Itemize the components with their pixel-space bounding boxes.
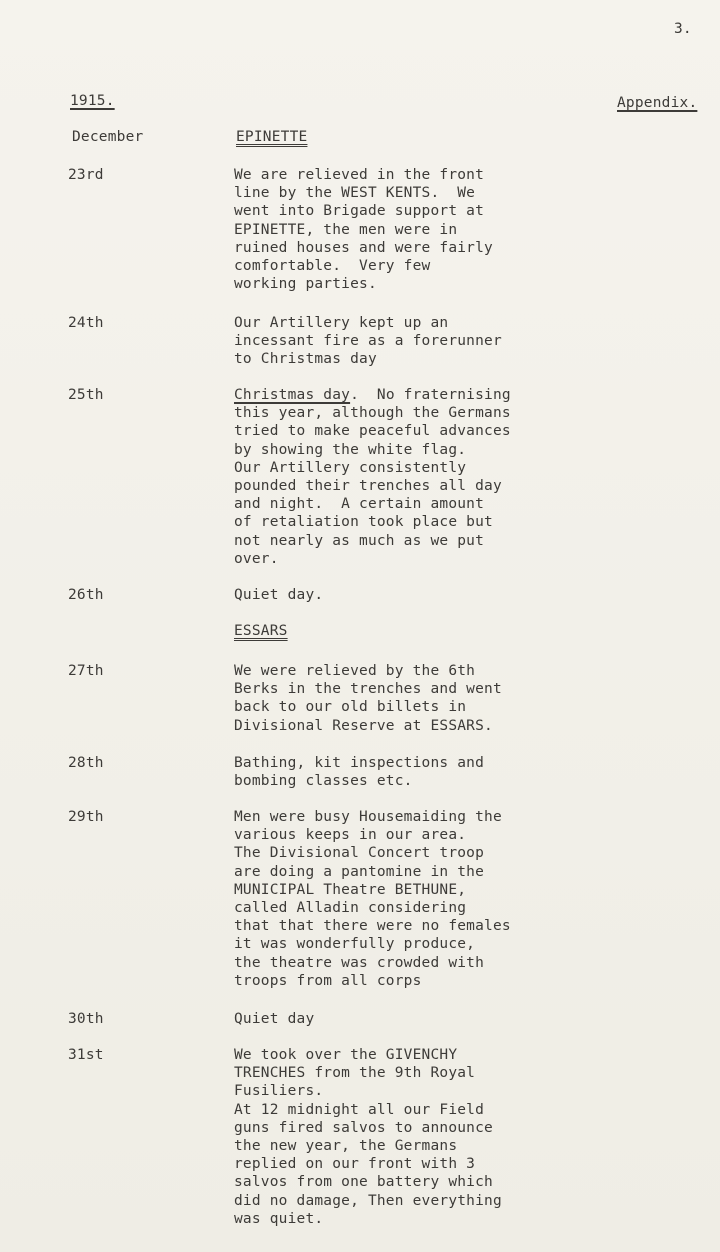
entry-date: 25th xyxy=(68,387,104,403)
location-essars: ESSARS xyxy=(234,623,288,639)
page-number: 3. xyxy=(674,21,692,37)
entry-text: We were relieved by the 6th Berks in the trenches and went back to our old billets in Divisional Reserve at ESSARS. xyxy=(234,663,502,734)
entry-date: 31st xyxy=(68,1047,104,1063)
entry-text: We are relieved in the front line by the WEST KENTS. We went into Brigade support at EPINETTE, the men were in ruined houses and were fairly comfortable. Very few working parties. xyxy=(234,167,493,293)
appendix-label: Appendix. xyxy=(617,95,698,111)
entry-date: 23rd xyxy=(68,167,104,183)
entry-date: 30th xyxy=(68,1011,104,1027)
month-label: December xyxy=(72,129,144,145)
entry-text: Bathing, kit inspections and bombing classes etc. xyxy=(234,755,485,790)
entry-text: Men were busy Housemaiding the various keeps in our area. The Divisional Concert troop are doing a pantomine in the MUNICIPAL Theatre BETHUNE, called Alladin considering that that there were no females it was wonderfully produce, the theatre was crowded with troops from all corps xyxy=(234,809,511,989)
entry-date: 29th xyxy=(68,809,104,825)
entry-text: Quiet day xyxy=(234,1011,315,1027)
entry-text: Quiet day. xyxy=(234,587,324,603)
entry-date: 26th xyxy=(68,587,104,603)
entry-date: 28th xyxy=(68,755,104,771)
location-epinette: EPINETTE xyxy=(236,129,308,145)
christmas-heading: Christmas day xyxy=(234,387,351,403)
entry-text: Our Artillery kept up an incessant fire as a forerunner to Christmas day xyxy=(234,315,502,368)
entry-text: We took over the GIVENCHY TRENCHES from the 9th Royal Fusiliers. At 12 midnight all our Field guns fired salvos to announce the new year, the Germans replied on our front with 3 salvos from one battery which did no damage, Then everything was quiet. xyxy=(234,1047,502,1227)
entry-text: Christmas day. No fraternising this year, although the Germans tried to make peaceful advances by showing the white flag. Our Artillery consistently pounded their trenches all day and night. A certain amount of retaliation took place but not nearly as much as we put over. xyxy=(234,387,511,567)
entry-date: 24th xyxy=(68,315,104,331)
year-heading: 1915. xyxy=(70,93,115,109)
entry-date: 27th xyxy=(68,663,104,679)
